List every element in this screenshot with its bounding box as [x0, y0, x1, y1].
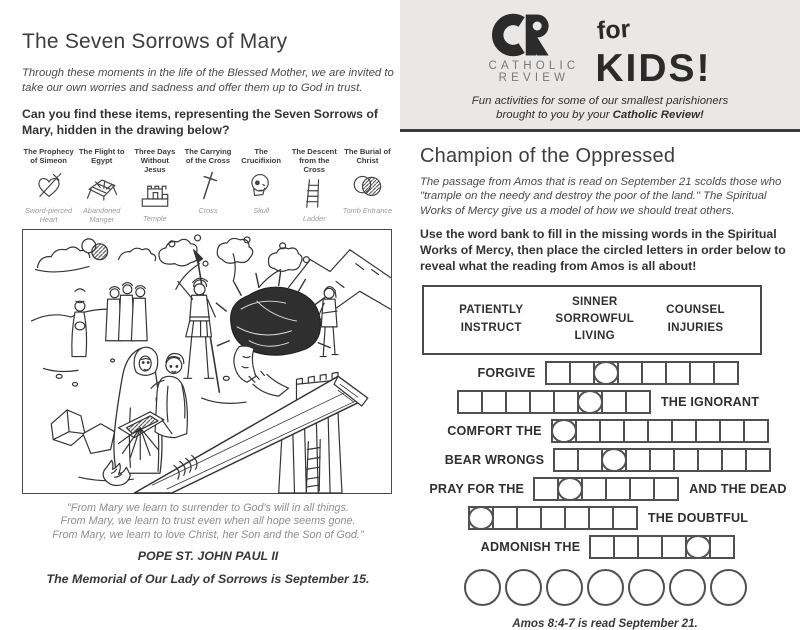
tagline-line2-prefix: brought to you by your	[496, 109, 613, 122]
puzzle-row	[420, 362, 796, 384]
letter-box	[599, 419, 625, 443]
sorrow-item-caption: Cross	[198, 205, 218, 215]
sorrow-item	[181, 148, 234, 224]
for-text: for	[596, 14, 632, 46]
sorrow-item-title: The Prophecy of Simeon	[23, 146, 74, 165]
word-bank-word: LIVING	[574, 329, 615, 343]
letter-box	[629, 477, 655, 501]
temple-icon	[129, 176, 180, 212]
letter-box	[721, 448, 747, 472]
letter-box-circled	[601, 448, 627, 472]
quote-line: "From Mary we learn to surrender to God's will in all things.	[67, 502, 349, 515]
letter-boxes	[533, 477, 679, 501]
puzzle-row-suffix: THE IGNORANT	[660, 394, 760, 409]
tomb-entrance-icon	[342, 168, 393, 204]
letter-box	[553, 390, 579, 414]
sorrow-item-title: The Descent from the Cross	[291, 146, 337, 174]
amos-intro: The passage from Amos that is read on September 21 scolds those who "trample on the needy and destroy the poor of the land." The Spiritual Works of Mercy give us a model of how we should treat others.	[420, 176, 782, 217]
sorrow-item-caption: Temple	[143, 213, 167, 223]
section-title: Champion of the Oppressed	[420, 145, 676, 167]
sorrow-item	[341, 148, 394, 224]
letter-box	[613, 535, 639, 559]
seven-sorrows-section	[22, 0, 394, 586]
letter-box	[713, 361, 739, 385]
sorrow-item-title: The Burial of Christ	[344, 146, 391, 165]
letter-box	[709, 535, 735, 559]
puzzle-row	[420, 507, 796, 529]
quote-line: From Mary, we learn to love Christ, her Son and the Son of God."	[52, 528, 364, 541]
cr-kids-header	[400, 0, 800, 132]
word-bank-word: INSTRUCT	[460, 320, 522, 334]
letter-box	[661, 535, 687, 559]
amos-footer-note: Amos 8:4-7 is read September 21.	[512, 616, 698, 630]
letter-box	[671, 419, 697, 443]
word-bank-word: INJURIES	[667, 320, 724, 334]
sorrow-item	[128, 148, 181, 224]
letter-boxes	[468, 506, 638, 530]
brand-line2: REVIEW	[498, 71, 570, 84]
sorrow-item	[235, 148, 288, 224]
answer-circles-row	[420, 569, 790, 606]
sorrow-item	[288, 148, 341, 224]
sorrow-item-caption: Ladder	[302, 213, 326, 223]
letter-box	[625, 390, 651, 414]
letter-boxes	[545, 361, 739, 385]
letter-box	[601, 390, 627, 414]
sorrow-item-title: Three Days Without Jesus	[134, 146, 176, 174]
answer-circle	[710, 569, 747, 606]
puzzle-row-suffix: AND THE DEAD	[689, 481, 787, 496]
letter-box	[617, 361, 643, 385]
letter-box	[569, 361, 595, 385]
sorrow-item-caption: Skull	[253, 205, 270, 215]
cross-icon	[182, 168, 233, 204]
letter-box	[637, 535, 663, 559]
puzzle-row	[420, 449, 796, 471]
tagline-line1: Fun activities for some of our smallest parishioners	[471, 94, 729, 107]
letter-box	[581, 477, 607, 501]
tagline-line2-bold: Catholic Review!	[612, 109, 704, 122]
puzzle-row	[420, 420, 796, 442]
letter-box	[605, 477, 631, 501]
seven-sorrows-items	[22, 148, 394, 224]
sorrow-item	[22, 148, 75, 224]
puzzle-row	[420, 391, 796, 413]
quote-line: From Mary, we learn to trust even when all hope seems gone.	[60, 515, 356, 528]
word-bank-column	[666, 293, 725, 345]
answer-circle	[669, 569, 706, 606]
letter-box	[529, 390, 555, 414]
page-title: The Seven Sorrows of Mary	[22, 30, 288, 53]
letter-box	[719, 419, 745, 443]
john-paul-quote	[22, 502, 394, 542]
letter-box	[625, 448, 651, 472]
letter-box	[649, 448, 675, 472]
letter-box-circled	[468, 506, 494, 530]
letter-box	[697, 448, 723, 472]
letter-box	[540, 506, 566, 530]
letter-box-circled	[577, 390, 603, 414]
letter-box	[492, 506, 518, 530]
puzzle-row	[420, 536, 796, 558]
kids-text: KIDS!	[595, 47, 712, 90]
sorrow-item	[75, 148, 128, 224]
letter-box	[457, 390, 483, 414]
skull-icon	[236, 168, 287, 204]
sorrow-item-title: The Crucifixion	[241, 146, 281, 165]
word-bank-word: SORROWFUL	[555, 311, 635, 325]
ladder-icon	[289, 176, 340, 212]
memorial-note: The Memorial of Our Lady of Sorrows is September 15.	[46, 572, 370, 587]
puzzle-row-prefix: ADMONISH THE	[480, 539, 581, 554]
letter-boxes	[457, 390, 651, 414]
letter-box-circled	[551, 419, 577, 443]
answer-circle	[628, 569, 665, 606]
letter-box	[689, 361, 715, 385]
sorrow-item-caption: Abandoned Manger	[83, 205, 121, 224]
brand-line1: CATHOLIC	[488, 60, 580, 72]
letter-box	[647, 419, 673, 443]
letter-box	[588, 506, 614, 530]
word-bank	[422, 285, 762, 355]
letter-box	[665, 361, 691, 385]
word-bank-column	[555, 293, 634, 345]
hidden-objects-drawing	[22, 229, 392, 494]
for-kids-wordmark	[595, 8, 711, 91]
letter-box	[653, 477, 679, 501]
letter-box	[745, 448, 771, 472]
letter-box	[577, 448, 603, 472]
sorrow-item-caption: Tomb Entrance	[342, 205, 393, 215]
answer-circle	[505, 569, 542, 606]
letter-box-circled	[593, 361, 619, 385]
letter-box	[516, 506, 542, 530]
find-items-prompt: Can you find these items, representing the Seven Sorrows of Mary, hidden in the drawing below?	[22, 107, 379, 138]
puzzle-row-prefix: FORGIVE	[477, 365, 536, 380]
champion-section	[400, 0, 800, 630]
letter-box-circled	[685, 535, 711, 559]
abandoned-manger-icon	[76, 168, 127, 204]
word-bank-word: SINNER	[571, 294, 618, 308]
puzzle-rows	[420, 362, 796, 558]
letter-boxes	[589, 535, 735, 559]
letter-box	[641, 361, 667, 385]
letter-boxes	[553, 448, 771, 472]
sorrow-item-title: The Carrying of the Cross	[184, 146, 232, 165]
answer-circle	[464, 569, 501, 606]
letter-box	[533, 477, 559, 501]
sorrow-item-title: The Flight to Egypt	[78, 146, 125, 165]
puzzle-instructions: Use the word bank to fill in the missing words in the Spiritual Works of Mercy, then place the circled letters in order below to reveal what the reading from Amos is all about!	[420, 227, 786, 273]
cr-monogram-icon	[488, 8, 570, 62]
puzzle-row	[420, 478, 796, 500]
letter-box	[481, 390, 507, 414]
letter-box	[553, 448, 579, 472]
letter-box	[743, 419, 769, 443]
letter-box	[545, 361, 571, 385]
letter-box	[575, 419, 601, 443]
intro-text: Through these moments in the life of the Blessed Mother, we are invited to take our own worries and sadness and offer them up to God in trust.	[22, 67, 394, 94]
letter-boxes	[551, 419, 769, 443]
letter-box	[695, 419, 721, 443]
puzzle-row-prefix: BEAR WRONGS	[444, 452, 545, 467]
word-bank-word: PATIENTLY	[459, 303, 524, 317]
letter-box-circled	[557, 477, 583, 501]
sorrow-item-caption: Sword-pierced Heart	[25, 205, 73, 224]
letter-box	[589, 535, 615, 559]
letter-box	[505, 390, 531, 414]
letter-box	[564, 506, 590, 530]
puzzle-row-suffix: THE DOUBTFUL	[647, 510, 749, 525]
catholic-review-logo	[488, 8, 579, 86]
sword-pierced-heart-icon	[23, 168, 74, 204]
word-bank-word: COUNSEL	[666, 303, 725, 317]
letter-box	[612, 506, 638, 530]
word-bank-column	[459, 293, 523, 345]
quote-attribution: POPE ST. JOHN PAUL II	[137, 549, 279, 564]
puzzle-row-prefix: COMFORT THE	[447, 423, 542, 438]
answer-circle	[546, 569, 583, 606]
answer-circle	[587, 569, 624, 606]
puzzle-row-prefix: PRAY FOR THE	[429, 481, 525, 496]
letter-box	[623, 419, 649, 443]
tagline	[400, 94, 800, 123]
letter-box	[673, 448, 699, 472]
